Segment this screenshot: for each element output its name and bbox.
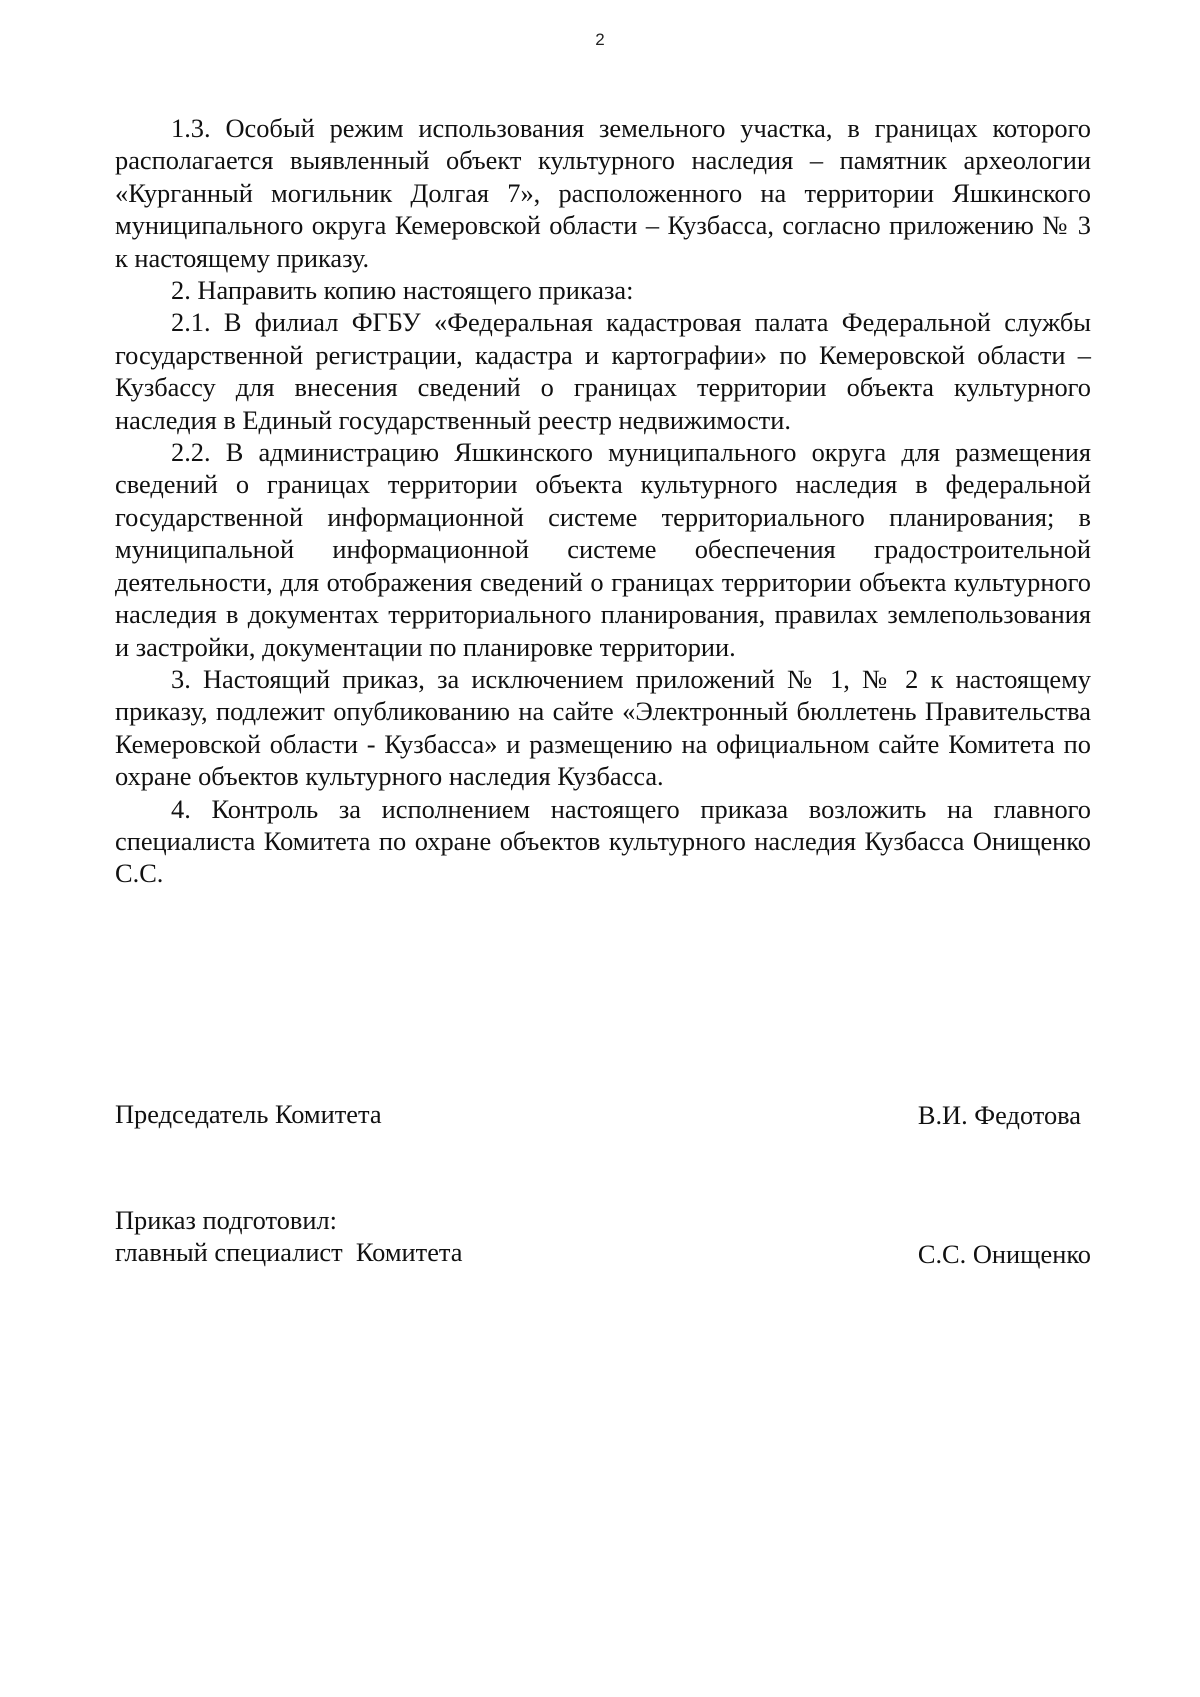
- prepared-by-name: С.С. Онищенко: [917, 1238, 1091, 1269]
- chair-name: В.И. Федотова: [917, 1099, 1081, 1130]
- prepared-by-label: Приказ подготовил:: [115, 1205, 337, 1235]
- chair-signature-block: [115, 1098, 1091, 1131]
- paragraph-1-3: 1.3. Особый режим использования земельного участка, в границах которого располагается выявленный объект культурного наследия – памятник археологии «Курганный могильник Долгая 7», расположенного на территории Яшкинского муниципального округа Кемеровской области – Кузбасса, согласно приложению № 3 к настоящему приказу.: [115, 113, 1091, 273]
- prepared-by-text: [115, 1204, 463, 1269]
- paragraph-2-2: 2.2. В администрацию Яшкинского муниципального округа для размещения сведений о границах территории объекта культурного наследия в федеральной государственной информационной системе территориального планирования; в муниципальной информационной системе обеспечения градостроительной деятельности, для отображения сведений о границах территории объекта культурного наследия в документах территориального планирования, правилах землепользования и застройки, документации по планировке территории.: [115, 437, 1091, 662]
- paragraph-3: 3. Настоящий приказ, за исключением приложений № 1, № 2 к настоящему приказу, подлежит опубликованию на сайте «Электронный бюллетень Правительства Кемеровской области - Кузбасса» и размещению на официальном сайте Комитета по охране объектов культурного наследия Кузбасса.: [115, 663, 1091, 792]
- paragraph-2: 2. Направить копию настоящего приказа:: [171, 275, 634, 306]
- document-body: [115, 112, 1091, 890]
- chair-title: Председатель Комитета: [115, 1099, 382, 1129]
- paragraph-4: 4. Контроль за исполнением настоящего приказа возложить на главного специалиста Комитета по охране объектов культурного наследия Кузбасса Онищенко С.С.: [115, 793, 1091, 889]
- page-number: 2: [595, 30, 605, 49]
- paragraph-2-1: 2.1. В филиал ФГБУ «Федеральная кадастровая палата Федеральной службы государственной регистрации, кадастра и картографии» по Кемеровской области – Кузбассу для внесения сведений о границах территории объекта культурного наследия в Единый государственный реестр недвижимости.: [115, 307, 1091, 435]
- prepared-by-title: главный специалист Комитета: [115, 1237, 463, 1268]
- prepared-by-block: [115, 1204, 1091, 1270]
